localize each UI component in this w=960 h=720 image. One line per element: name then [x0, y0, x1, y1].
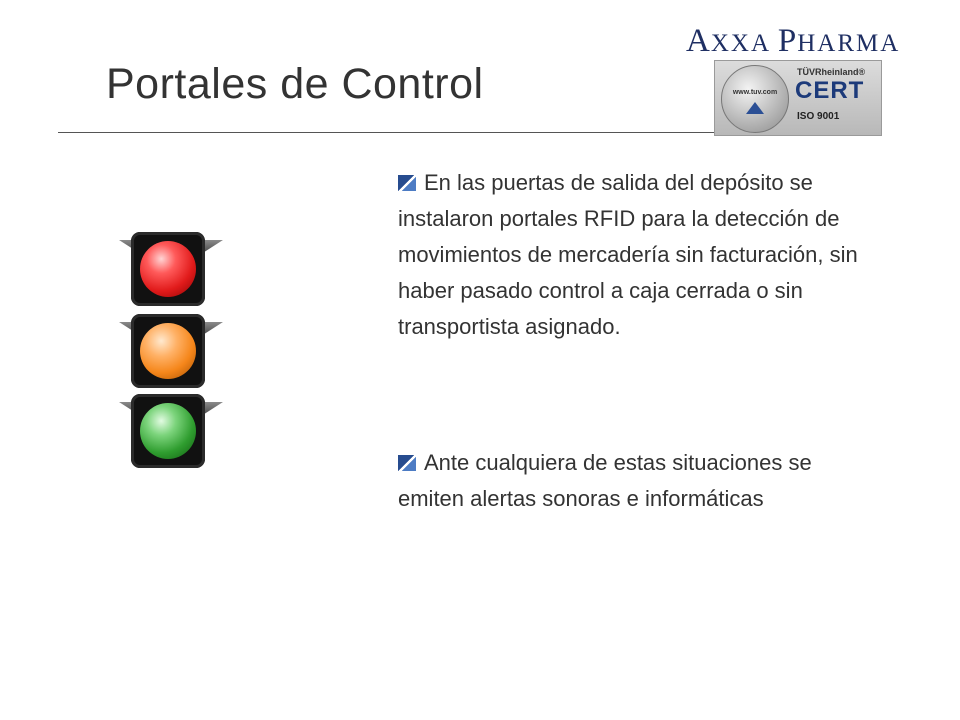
red-lamp: [140, 241, 196, 297]
cert-provider: TÜVRheinland®: [797, 67, 866, 77]
tuv-seal-icon: [721, 65, 789, 133]
green-lamp: [140, 403, 196, 459]
paragraph-rfid-portals: [398, 165, 878, 345]
bullet-chevron-icon: [398, 175, 416, 191]
traffic-light-icon: [116, 226, 226, 476]
title-divider: [58, 132, 714, 133]
brand-letter: P: [777, 23, 798, 59]
brand-text: HARMA: [797, 30, 901, 57]
brand-text: XXA: [710, 30, 778, 57]
paragraph-alerts: [398, 445, 878, 517]
page-title: Portales de Control: [106, 60, 484, 108]
amber-lamp: [140, 323, 196, 379]
certification-badge: [714, 60, 882, 136]
paragraph-text: En las puertas de salida del depósito se instalaron portales RFID para la detección de movimientos de mercadería sin facturación, sin haber pasado control a caja cerrada o sin transportista asignado.: [398, 170, 858, 339]
cert-standard: ISO 9001: [797, 111, 840, 122]
bullet-chevron-icon: [398, 455, 416, 471]
cert-label: CERT: [795, 77, 865, 104]
brand-logo: [686, 24, 918, 58]
brand-letter: A: [686, 23, 711, 59]
green-lamp-housing: [131, 394, 205, 468]
red-lamp-housing: [131, 232, 205, 306]
tuv-triangle-icon: [746, 102, 764, 114]
amber-lamp-housing: [131, 314, 205, 388]
paragraph-text: Ante cualquiera de estas situaciones se emiten alertas sonoras e informáticas: [398, 450, 812, 511]
seal-text: www.tuv.com: [732, 89, 778, 96]
